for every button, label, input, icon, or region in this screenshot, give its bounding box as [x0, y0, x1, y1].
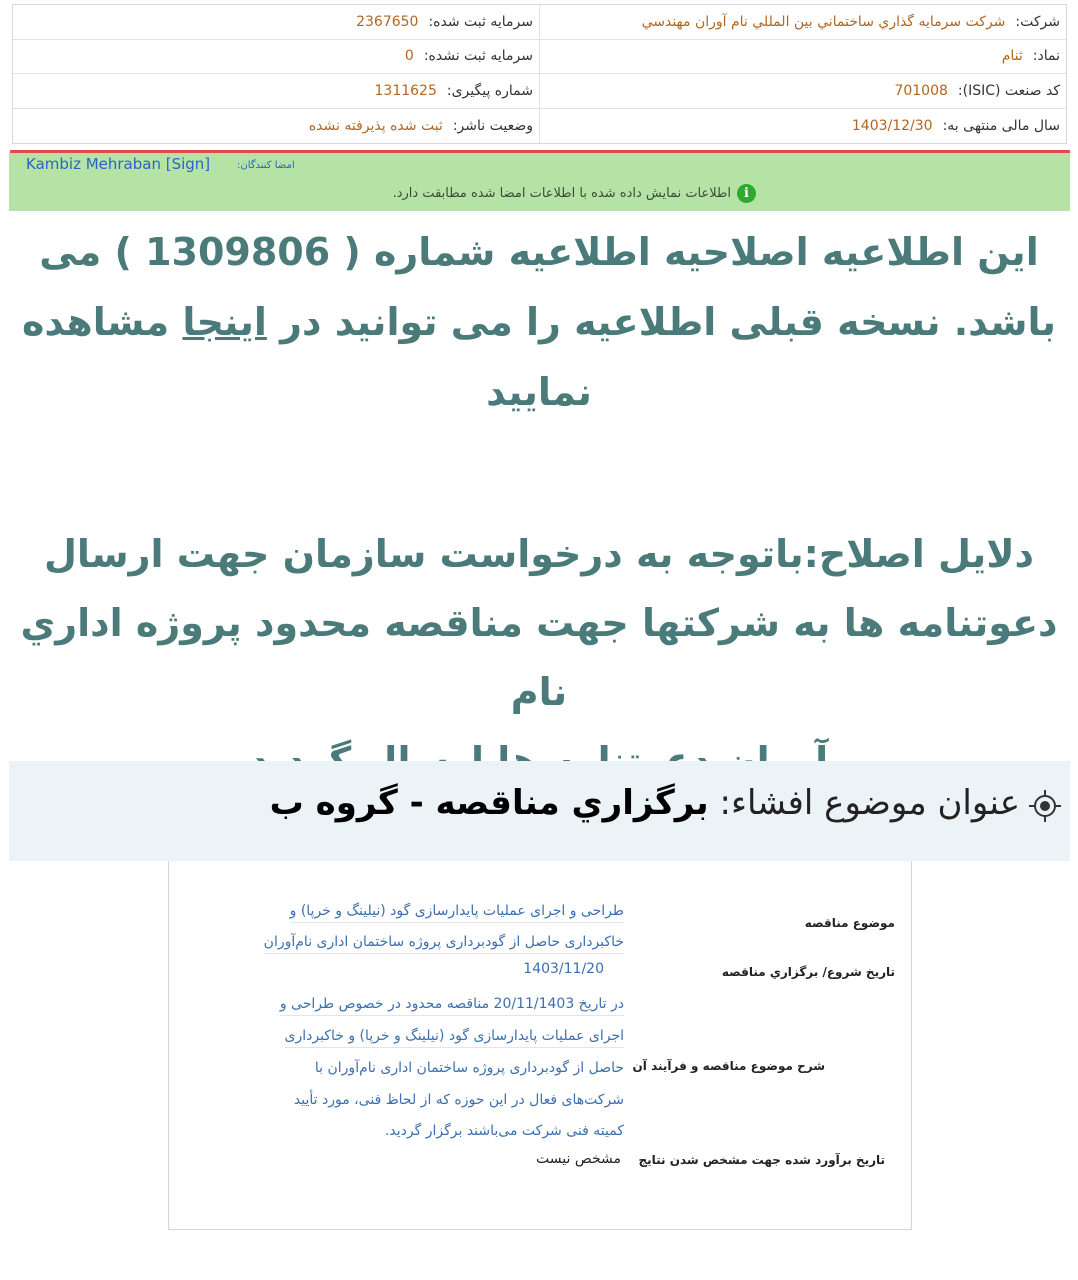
disclosure-subject — [270, 783, 1020, 823]
verification-message — [393, 184, 756, 203]
signer-name[interactable]: Kambiz Mehraban [Sign] — [26, 155, 211, 173]
notice-text-after: مشاهده — [21, 299, 183, 344]
subject-value: برگزاري مناقصه - گروه ب — [269, 783, 709, 823]
notice-text-before: باشد. نسخه قبلی اطلاعیه را می توانید در — [266, 299, 1057, 344]
tender-subject-line-2: خاکبرداری حاصل از گودبرداری پروژه ساختمان اداری نام‌آوران — [264, 934, 624, 954]
company-info-table — [12, 4, 1067, 144]
company-name[interactable]: شرکت سرمايه گذاري ساختماني بين المللي نام آوران مهندسي — [641, 13, 1006, 30]
tracking-cell — [13, 74, 539, 109]
notice-line-1: این اطلاعیه اصلاحیه اطلاعیه شماره ( 1309806 ) می — [39, 230, 1039, 274]
fiscal-year-cell — [539, 109, 1066, 144]
symbol-cell — [539, 40, 1066, 75]
isic-label: کد صنعت (ISIC): — [957, 82, 1060, 99]
tracking-label: شماره پيگيری: — [446, 82, 533, 99]
company-cell — [539, 5, 1066, 40]
fiscal-year-label: سال مالی منتهی به: — [942, 117, 1060, 134]
isic-cell — [539, 74, 1066, 109]
tender-desc-line-1: در تاریخ 20/11/1403 مناقصه محدود در خصوص طراحی و — [280, 996, 624, 1016]
reasons-line-1: دلايل اصلاح:باتوجه به درخواست سازمان جهت ارسال — [43, 532, 1035, 576]
registered-capital-value: 2367650 — [356, 13, 419, 30]
disclosure-subject-bar — [9, 761, 1070, 861]
tender-desc-line-3: حاصل از گودبرداری پروژه ساختمان اداری نام‌آوران با — [314, 1060, 624, 1076]
registered-capital-label: سرمايه ثبت شده: — [428, 13, 533, 30]
estimated-results-date-label: تاريخ برآورد شده جهت مشخص شدن نتايج — [638, 1153, 885, 1167]
publisher-status-label: وضعيت ناشر: — [452, 117, 533, 134]
estimated-results-date-value: مشخص نيست — [536, 1151, 621, 1167]
tender-subject-label: موضوع مناقصه — [804, 916, 895, 930]
unregistered-capital-value: 0 — [404, 48, 414, 65]
tender-start-date: 1403/11/20 — [523, 961, 604, 977]
info-icon: i — [737, 184, 756, 203]
tracking-value: 1311625 — [374, 82, 437, 99]
fiscal-year-value: 1403/12/30 — [851, 117, 933, 134]
correction-notice — [0, 218, 1078, 428]
publisher-status-cell — [13, 109, 539, 144]
isic-value: 701008 — [894, 82, 948, 99]
tender-desc-line-5: کمیته فنی شرکت می‌باشند برگزار گردید. — [384, 1123, 624, 1139]
publisher-status-value: ثبت شده پذيرفته نشده — [308, 117, 443, 134]
tender-details-table — [168, 861, 912, 1230]
previous-version-link[interactable]: اینجا — [182, 299, 267, 344]
notice-line-2 — [0, 288, 1078, 358]
notice-line-3: نمایید — [486, 369, 592, 414]
tender-desc-line-4: شرکت‌های فعال در این حوزه که از لحاظ فنی، مورد تأیید — [293, 1092, 624, 1108]
tender-desc-line-2: اجرای عملیات پایدارسازی گود (نیلینگ و خرپا) و خاکبرداری — [285, 1028, 624, 1048]
company-label: شرکت: — [1015, 13, 1060, 30]
symbol-label: نماد: — [1032, 48, 1060, 65]
signature-banner — [9, 153, 1070, 211]
tender-subject-line-1: طراحی و اجرای عملیات پایدارسازی گود (نیلینگ و خرپا) و — [290, 903, 624, 923]
signers-label: امضا کنندگان: — [237, 160, 295, 171]
verification-text: اطلاعات نمايش داده شده با اطلاعات امضا شده مطابقت دارد. — [392, 186, 731, 201]
registered-capital-cell — [13, 5, 539, 40]
subject-label: عنوان موضوع افشاء: — [719, 783, 1020, 823]
correction-reasons — [0, 520, 1078, 797]
unregistered-capital-cell — [13, 40, 539, 75]
symbol-value[interactable]: ثنام — [1001, 48, 1023, 65]
tender-start-label: تاريخ شروع/ برگزاري مناقصه — [721, 965, 895, 979]
target-icon — [1028, 789, 1062, 823]
unregistered-capital-label: سرمايه ثبت نشده: — [423, 48, 533, 65]
tender-description-label: شرح موضوع مناقصه و فرآيند آن — [632, 1059, 825, 1073]
reasons-line-2: دعوتنامه ها به شرکتها جهت مناقصه محدود پروژه اداري نام — [20, 601, 1058, 715]
